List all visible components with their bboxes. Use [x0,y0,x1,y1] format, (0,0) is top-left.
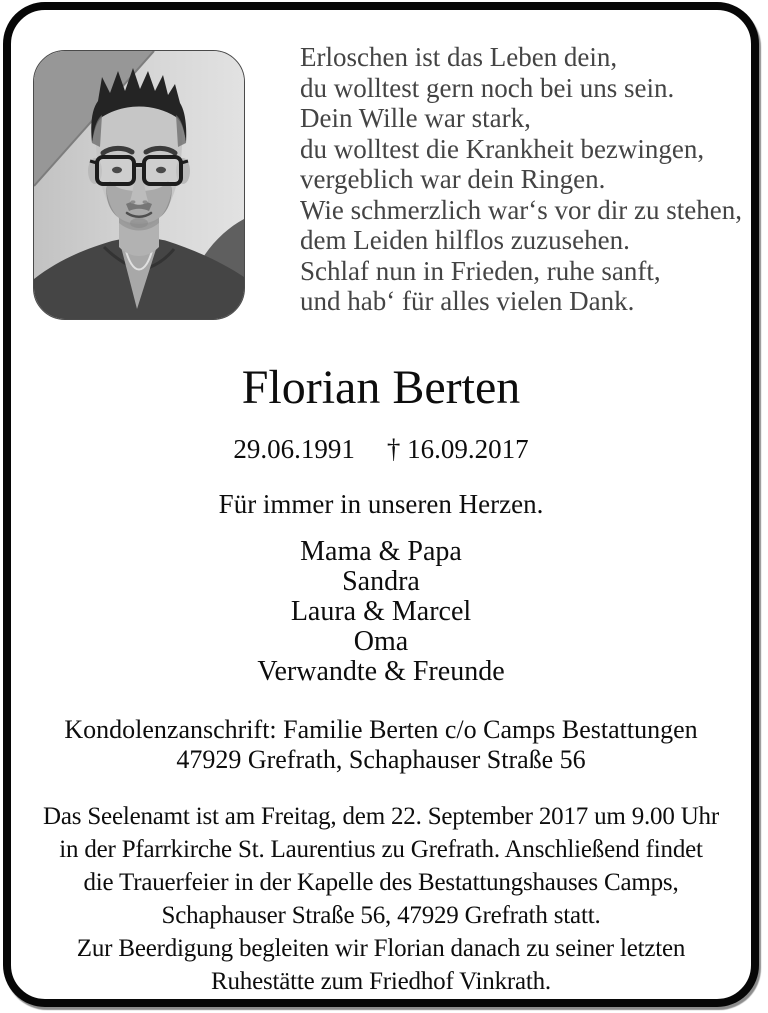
service-announcement [11,800,751,998]
dedication-line: Für immer in unseren Herzen. [218,489,544,519]
poem-line: du wolltest gern noch bei uns sein. [300,72,675,103]
service-line: Das Seelenamt ist am Freitag, dem 22. September 2017 um 9.00 Uhr [43,803,719,830]
service-line: in der Pfarrkirche St. Laurentius zu Grefrath. Anschließend findet [59,836,703,863]
obituary-card [3,2,759,1007]
poem-line: Erloschen ist das Leben dein, [300,42,618,72]
deceased-name: Florian Berten [241,361,521,414]
service-line: Ruhestätte zum Friedhof Vinkrath. [211,968,551,995]
mourner-line: Verwandte & Freunde [257,656,505,687]
poem-line: Wie schmerzlich war‘s vor dir zu stehen, [300,194,742,225]
service-line: Schaphauser Straße 56, 47929 Grefrath statt. [161,902,601,929]
condolence-line: 47929 Grefrath, Schaphauser Straße 56 [176,745,586,774]
service-line: die Trauerfeier in der Kapelle des Bestattungshauses Camps, [83,869,679,896]
memorial-poem [300,42,742,317]
mourner-line: Mama & Papa [300,536,462,567]
poem-line: du wolltest die Krankheit bezwingen, [300,133,705,164]
poem-line: Schlaf nun in Frieden, ruhe sanft, [300,255,661,286]
poem-line: dem Leiden hilflos zuzusehen. [300,225,630,255]
condolence-line: Kondolenzanschrift: Familie Berten c/o Camps Bestattungen [64,715,698,744]
birth-date: 29.06.1991 [233,434,355,464]
poem-line: und hab‘ für alles vielen Dank. [300,286,635,316]
mourner-line: Oma [353,626,409,657]
service-line: Zur Beerdigung begleiten wir Florian danach zu seiner letzten [76,935,686,962]
condolence-address [11,715,751,775]
mourners-list [11,537,751,687]
poem-line: Dein Wille war stark, [300,103,531,133]
portrait-photo [33,50,245,320]
poem-line: vergeblich war dein Ringen. [300,164,606,194]
mourner-line: Sandra [342,566,420,597]
death-date: † 16.09.2017 [386,434,529,464]
mourner-line: Laura & Marcel [290,596,472,627]
portrait-illustration [34,51,244,319]
life-dates [11,434,751,465]
